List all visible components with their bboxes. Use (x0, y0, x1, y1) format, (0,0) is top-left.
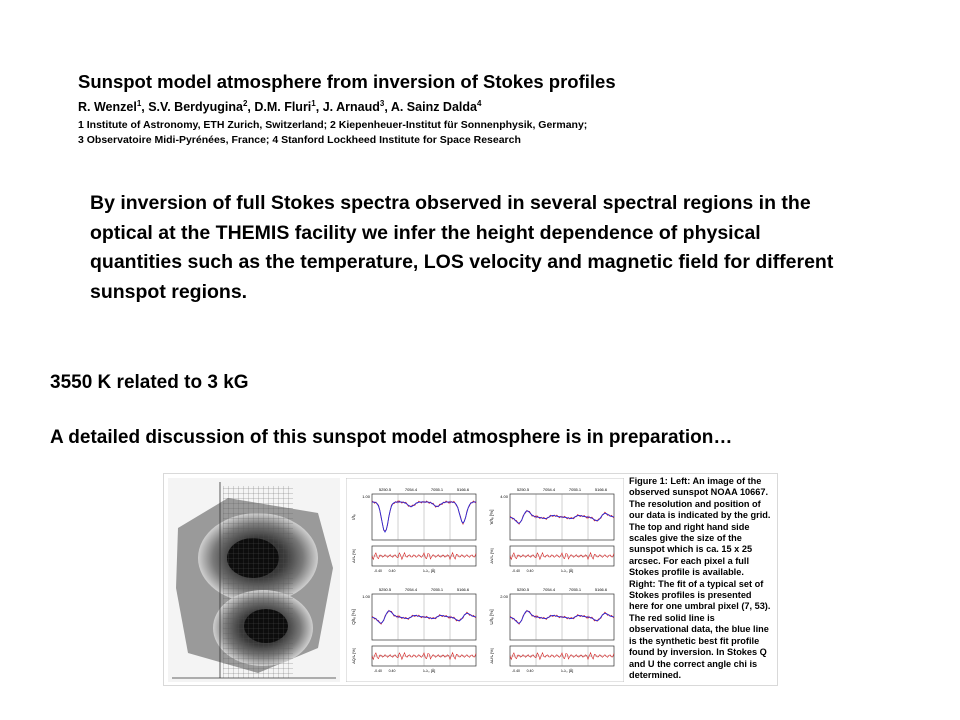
figure-1 (163, 473, 778, 686)
wavelength-label: 5250.5 (378, 487, 392, 492)
y-axis-label: U/Iₑ [%] (489, 609, 494, 625)
y-tick-label: 2.00 (500, 594, 508, 599)
wavelength-label: 5166.6 (594, 587, 608, 592)
author-affiliation-index: 3 (379, 99, 385, 108)
residual-axis-label: ΔV/Iₑ [%] (490, 548, 494, 564)
preparation-note: A detailed discussion of this sunspot model atmosphere is in preparation… (50, 427, 733, 448)
x-tick-label: 0.40 (526, 569, 534, 573)
caption-right-label: Right: (629, 578, 656, 589)
author-name: J. Arnaud (322, 100, 380, 115)
affiliations-line-1: 1 Institute of Astronomy, ETH Zurich, Switzerland; 2 Kiepenheuer-Institut für Sonnenphysik, Germany; (78, 119, 588, 131)
caption-right-text: The fit of a typical set of Stokes profiles is presented here for one umbral pixel (7, 53). The red solid line is observational data, the blue line is the synthetic best fit profile found by inversion. In Stokes Q and U the correct angle chi is determined. (629, 578, 771, 680)
caption-left-label: Left: (670, 476, 691, 486)
wavelength-label: 7055.1 (430, 487, 444, 492)
author-affiliation-index: 1 (136, 99, 142, 108)
x-axis-label: λ-λ₀ [Å] (561, 669, 574, 673)
wavelength-label: 7055.1 (568, 587, 582, 592)
y-axis-label: I/Iₑ (351, 514, 356, 520)
result-note: 3550 K related to 3 kG (50, 372, 249, 393)
abstract-text: By inversion of full Stokes spectra observed in several spectral regions in the optical at the THEMIS facility we infer the height dependence of physical quantities such as the temperature, LOS velocity and magnetic field for different sunspot regions. (90, 192, 834, 303)
author-affiliation-index: 2 (242, 99, 248, 108)
y-tick-label: 4.00 (500, 494, 508, 499)
author-list: R. Wenzel$^1$, S.V. Berdyugina$^2$, D.M. Fluri$^1$, J. Arnaud$^3$, A. Sainz Dalda$^4$ (78, 99, 482, 115)
figure-caption (629, 476, 773, 681)
caption-left-text: An image of the observed sunspot NOAA 10667. The resolution and position of our data is indicated by the grid. The top and right hand side scales give the size of the sunspot which is ca. 15 x 25 arcsec. For each pixel a full Stokes profile is available. (629, 476, 771, 578)
residual-axis-label: ΔU/Iₑ [%] (490, 648, 494, 664)
x-tick-label: -0.40 (374, 569, 382, 573)
wavelength-label: 5166.6 (456, 487, 470, 492)
wavelength-label: 7055.1 (568, 487, 582, 492)
caption-figure-label: Figure 1: (629, 476, 668, 486)
wavelength-label: 7055.1 (430, 587, 444, 592)
author-name: S.V. Berdyugina (148, 100, 243, 115)
observation-grid (223, 486, 293, 678)
wavelength-label: 7054.4 (542, 487, 556, 492)
x-axis-label: λ-λ₀ [Å] (423, 669, 436, 673)
plot-frame (346, 478, 624, 682)
wavelength-label: 7054.4 (542, 587, 556, 592)
wavelength-label: 5166.6 (594, 487, 608, 492)
y-axis-label: V/Iₑ [%] (489, 509, 494, 525)
x-tick-label: -0.40 (512, 669, 520, 673)
wavelength-label: 7054.4 (404, 587, 418, 592)
author-name: R. Wenzel (78, 100, 137, 115)
x-tick-label: -0.40 (512, 569, 520, 573)
residual-axis-label: ΔI/Iₑ [%] (352, 549, 356, 563)
x-axis-label: λ-λ₀ [Å] (561, 569, 574, 573)
x-tick-label: -0.40 (374, 669, 382, 673)
poster-title: Sunspot model atmosphere from inversion of Stokes profiles (78, 71, 616, 92)
author-name: A. Sainz Dalda (390, 100, 477, 115)
author-affiliation-index: 4 (476, 99, 482, 108)
affiliations-line-2: 3 Observatoire Midi-Pyrénées, France; 4 Stanford Lockheed Institute for Space Research (78, 134, 521, 146)
author-affiliation-index: 1 (311, 99, 316, 108)
y-tick-label: 1.00 (362, 494, 370, 499)
author-name: D.M. Fluri (254, 100, 312, 115)
residual-axis-label: ΔQ/Iₑ [%] (352, 648, 356, 664)
sunspot-image (168, 478, 340, 682)
wavelength-label: 5250.5 (378, 587, 392, 592)
x-axis-label: λ-λ₀ [Å] (423, 569, 436, 573)
x-tick-label: 0.40 (526, 669, 534, 673)
wavelength-label: 7054.4 (404, 487, 418, 492)
y-tick-label: 1.00 (362, 594, 370, 599)
y-axis-label: Q/Iₑ [%] (351, 609, 356, 625)
x-tick-label: 0.40 (388, 569, 396, 573)
wavelength-label: 5250.5 (516, 487, 530, 492)
wavelength-label: 5166.6 (456, 587, 470, 592)
stokes-profile-plots (346, 478, 624, 682)
wavelength-label: 5250.5 (516, 587, 530, 592)
x-tick-label: 0.40 (388, 669, 396, 673)
